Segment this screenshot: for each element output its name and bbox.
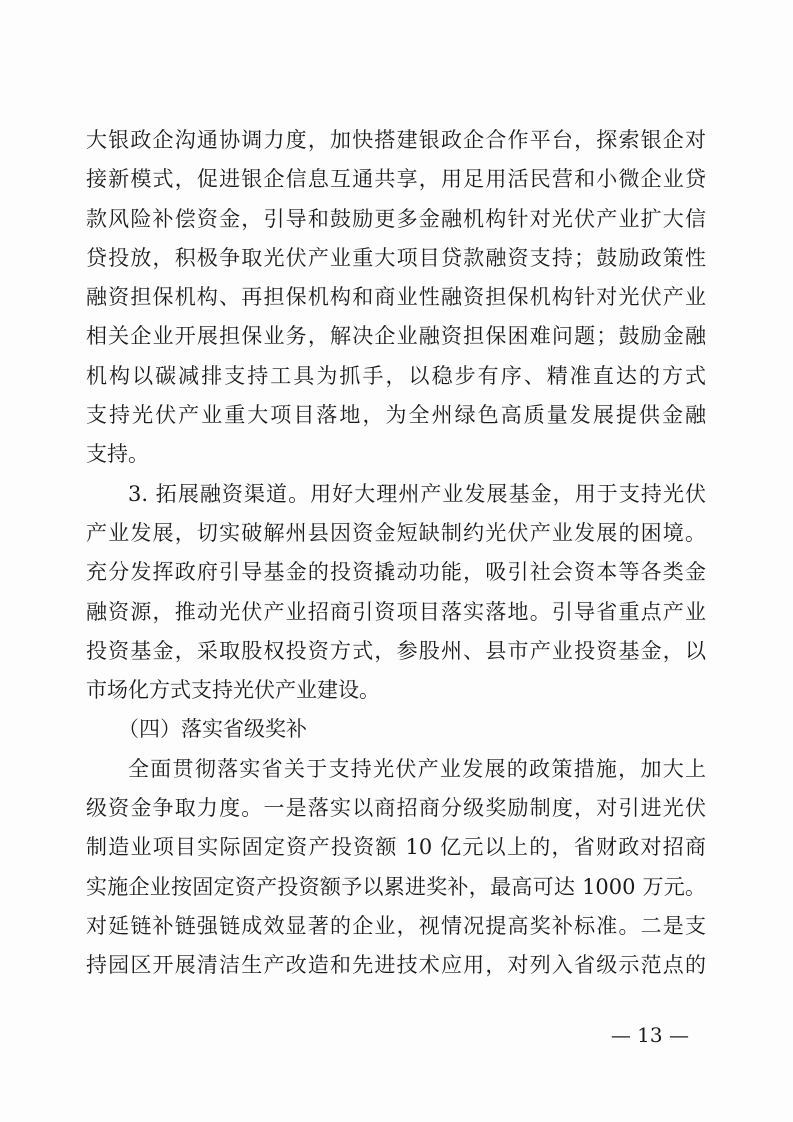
text-line: 支持。 [86,442,149,467]
text-line: 充分发挥政府引导基金的投资撬动功能，吸引社会资本等各类金 [86,560,706,585]
text-line: 制造业项目实际固定资产投资额 10 亿元以上的，省财政对招商 [86,835,706,860]
text-line: 级资金争取力度。一是落实以商招商分级奖励制度，对引进光伏 [86,796,706,821]
text-line: 机构以碳减排支持工具为抓手，以稳步有序、精准直达的方式 [86,363,706,388]
text-line: 相关企业开展担保业务，解决企业融资担保困难问题；鼓励金融 [86,324,706,349]
text-line: 大银政企沟通协调力度，加快搭建银政企合作平台，探索银企对 [86,128,706,152]
text-line: 融资源，推动光伏产业招商引资项目落实落地。引导省重点产业 [86,599,706,624]
text-line: 持园区开展清洁生产改造和先进技术应用，对列入省级示范点的 [86,953,706,978]
text-line: 款风险补偿资金，引导和鼓励更多金融机构针对光伏产业扩大信 [86,206,706,231]
page-number: — 13 — [610,1023,689,1047]
text-line: 实施企业按固定资产投资额予以累进奖补，最高可达 1000 万元。 [86,874,706,899]
text-line: 贷投放，积极争取光伏产业重大项目贷款融资支持；鼓励政策性 [86,245,706,270]
text-line: 接新模式，促进银企信息互通共享，用足用活民营和小微企业贷 [86,167,706,192]
body-text [86,121,706,986]
text-line: 支持光伏产业重大项目落地，为全州绿色高质量发展提供金融 [86,403,706,428]
text-line: 融资担保机构、再担保机构和商业性融资担保机构针对光伏产业 [86,285,706,310]
text-line: 对延链补链强链成效显著的企业，视情况提高奖补标准。二是支 [86,913,706,938]
section-heading: （四）落实省级奖补 [118,717,307,742]
text-line: 3. 拓展融资渠道。用好大理州产业发展基金，用于支持光伏 [128,481,706,506]
text-line: 产业发展，切实破解州县因资金短缺制约光伏产业发展的困境。 [86,520,706,545]
text-line: 全面贯彻落实省关于支持光伏产业发展的政策措施，加大上 [128,756,706,781]
text-line: 市场化方式支持光伏产业建设。 [86,678,380,703]
text-line: 投资基金，采取股权投资方式，参股州、县市产业投资基金，以 [86,638,706,663]
